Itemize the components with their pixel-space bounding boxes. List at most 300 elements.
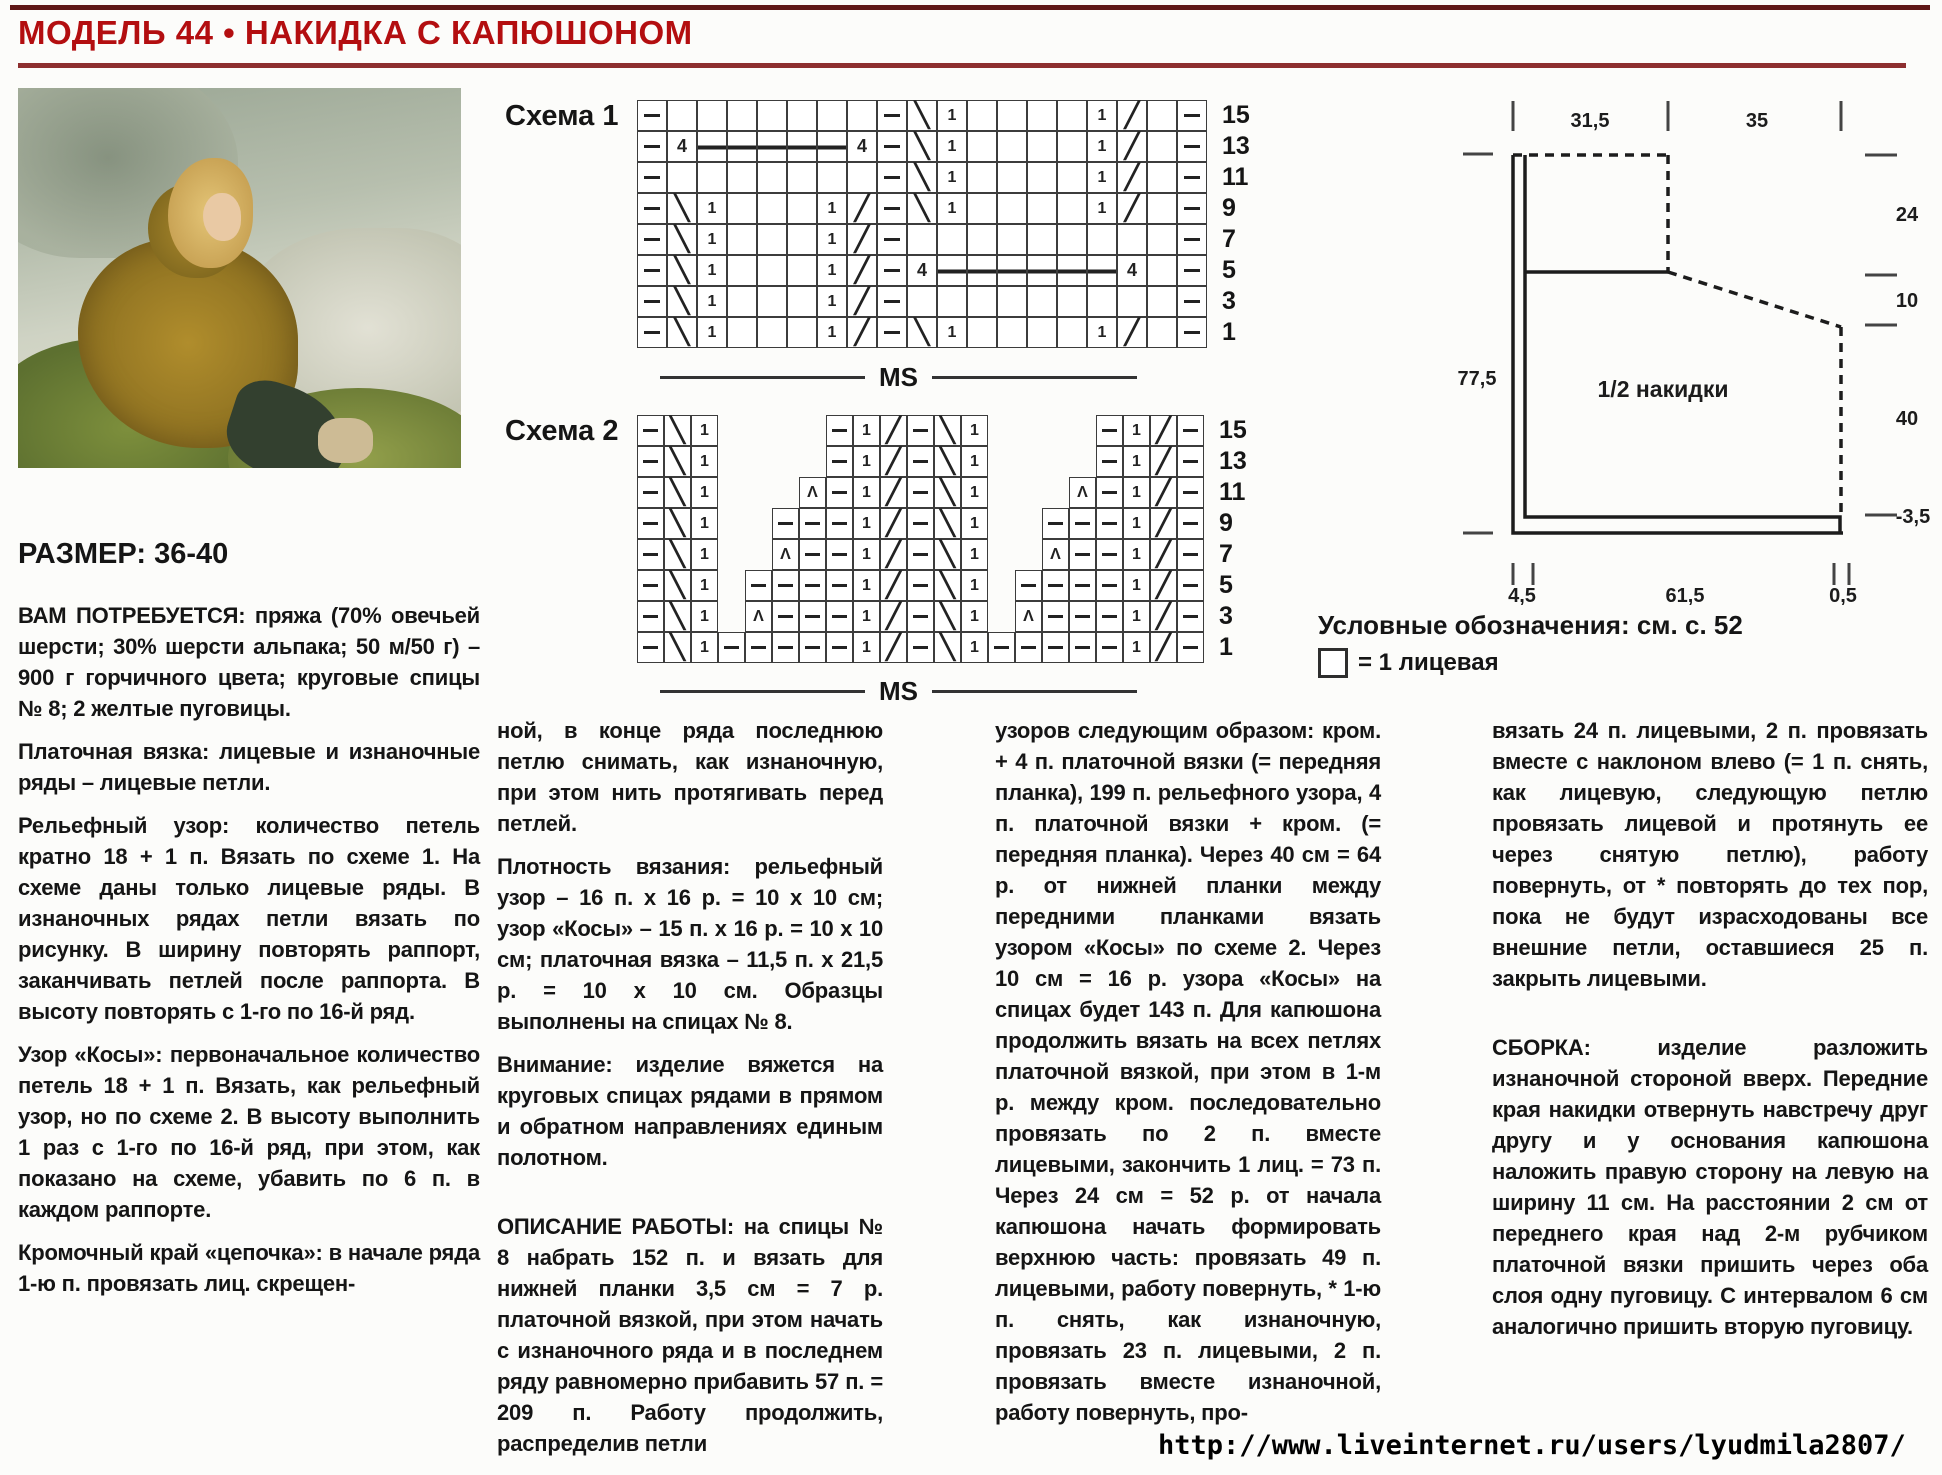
chart-cell [1042,508,1069,539]
chart-cell [799,601,826,632]
chart-cell [1087,224,1117,255]
chart-cell [1027,162,1057,193]
chart-cell [907,570,934,601]
chart-cell [1123,508,1150,539]
chart-cell [757,100,787,131]
chart-cell [664,601,691,632]
chart-cell [787,255,817,286]
piece-label: 1/2 накидки [1597,376,1729,402]
chart-cell [907,100,937,131]
schematic-outer-edge [1513,155,1843,533]
ms-line [660,690,865,693]
chart-cell [877,224,907,255]
chart-cell [637,162,667,193]
chart-cell [745,539,772,570]
chart-cell [691,446,718,477]
chart-cell [1015,601,1042,632]
chart-cell [961,446,988,477]
chart-cell [967,131,997,162]
chart-cell [907,286,937,317]
measure-24: 24 [1895,204,1919,226]
chart-cell [907,632,934,663]
page-title: МОДЕЛЬ 44 • НАКИДКА С КАПЮШОНОМ [18,14,693,51]
chart-cell [718,570,745,601]
chart-cell [718,508,745,539]
chart-row [637,131,1207,162]
measure-40: 40 [1895,408,1919,430]
paragraph-lead: Узор «Косы»: [18,1042,163,1067]
chart-cell [817,317,847,348]
measure-35: 35 [1745,110,1769,132]
chart-cell [907,415,934,446]
schema1-row-numbers [1222,100,1250,348]
chart-cell [1150,415,1177,446]
chart-cell [718,415,745,446]
chart-cell [967,193,997,224]
ms-line [932,376,1137,379]
paragraph: ОПИСАНИЕ РАБОТЫ: на спицы № 8 набрать 152 п. и вязать для нижней планки 3,5 см = 7 р. платочной вязкой, при этом начать с изнаночного ряда и в последнем ряду равномерно прибавить 57 п. = 209 п. Работу продолжить, распределив петли [497,1214,884,1456]
chart-cell [637,632,664,663]
chart-cell [934,570,961,601]
chart-row [637,601,1204,632]
chart-cell [799,446,826,477]
chart-cell [718,446,745,477]
chart-cell [934,632,961,663]
chart-cell [1150,570,1177,601]
chart-cell [697,193,727,224]
chart-cell [1057,224,1087,255]
chart-cell [1117,317,1147,348]
chart-cell [877,131,907,162]
chart-cell [1057,317,1087,348]
chart-cell [826,508,853,539]
chart-cell [934,446,961,477]
chart-cell [1177,224,1207,255]
chart-cell [727,193,757,224]
chart-cell [667,193,697,224]
chart-cell [745,508,772,539]
chart-cell [787,317,817,348]
chart-cell [1147,131,1177,162]
chart-cell [727,286,757,317]
chart-cell [697,286,727,317]
paragraph-lead: ВАМ ПОТРЕБУЕТСЯ: [18,603,246,628]
chart-cell [1069,632,1096,663]
chart-cell [877,255,907,286]
chart-cell [817,100,847,131]
chart-cell [817,255,847,286]
chart-cell [853,632,880,663]
chart-cell [1057,286,1087,317]
chart-cell [667,162,697,193]
chart-cell [937,286,967,317]
chart-cell [826,477,853,508]
chart-row-number: 3 [1222,287,1236,315]
chart-cell [1087,100,1117,131]
chart-cell [961,415,988,446]
chart-cell [997,224,1027,255]
chart-cell [853,415,880,446]
chart-cell [967,255,997,286]
chart-cell [697,317,727,348]
chart-row-number: 5 [1222,256,1236,284]
chart-cell [826,632,853,663]
schema1-grid [637,100,1207,348]
legend-title: Условные обозначения: см. с. 52 [1318,610,1743,640]
chart-cell [1015,539,1042,570]
chart-cell [997,317,1027,348]
paragraph: Узор «Косы»: первоначальное количество петель 18 + 1 п. Вязать, как рельефный узор, но по схеме 2. В высоту выполнить 1 раз с 1-го по 16-й ряд, при этом, как показано на схеме, убавить по 6 п. в каждом раппорте. [18,1042,480,1222]
chart-row [637,477,1204,508]
chart-cell [757,131,787,162]
paragraph: Рельефный узор: количество петель кратно 18 + 1 п. Вязать по схеме 1. На схеме даны только лицевые ряды. В изнаночных рядах петли вязать по рисунку. В ширину повторять раппорт, заканчивать петлей после раппорта. В высоту повторять с 1-го по 16-й ряд. [18,813,480,1024]
chart-cell [637,193,667,224]
chart-cell [772,415,799,446]
chart-cell [988,601,1015,632]
chart-cell [826,415,853,446]
chart-cell [988,477,1015,508]
chart-cell [961,601,988,632]
paragraph-lead: Внимание: [497,1052,613,1077]
chart-cell [1147,100,1177,131]
chart-cell [1150,632,1177,663]
chart-cell [997,255,1027,286]
chart-cell [967,224,997,255]
chart-cell [1027,224,1057,255]
chart-row-number: 9 [1219,509,1233,537]
chart-cell [667,100,697,131]
chart-cell [1057,100,1087,131]
chart-cell [937,162,967,193]
chart-cell [637,131,667,162]
schema2-grid [637,415,1204,663]
chart-cell [637,415,664,446]
text-column-3 [995,715,1381,1440]
chart-cell [934,601,961,632]
chart-cell [1177,539,1204,570]
chart-cell [1177,477,1204,508]
chart-cell [997,100,1027,131]
chart-cell [934,508,961,539]
chart-cell [1117,224,1147,255]
chart-cell [664,415,691,446]
chart-cell [967,100,997,131]
chart-cell [847,224,877,255]
chart-row [637,255,1207,286]
chart-cell [1057,131,1087,162]
chart-cell [937,131,967,162]
measure-minus-3-5: -3,5 [1895,506,1931,528]
chart-cell [1042,446,1069,477]
chart-cell [847,100,877,131]
chart-cell [1015,446,1042,477]
chart-row [637,632,1204,663]
schema1-label: Схема 1 [505,100,619,132]
chart-row [637,100,1207,131]
chart-cell [1177,508,1204,539]
chart-cell [817,193,847,224]
chart-cell [718,477,745,508]
chart-cell [667,224,697,255]
chart-cell [1087,193,1117,224]
chart-cell [1027,286,1057,317]
chart-row [637,446,1204,477]
chart-cell [787,100,817,131]
chart-cell [1069,508,1096,539]
chart-cell [1069,446,1096,477]
chart-cell [664,477,691,508]
chart-cell [997,131,1027,162]
chart-cell [1096,508,1123,539]
source-url-link[interactable]: http://www.liveinternet.ru/users/lyudmila2807/ [1158,1430,1906,1461]
chart-cell [853,508,880,539]
chart-cell [664,632,691,663]
paragraph-lead: СБОРКА: [1492,1035,1591,1060]
chart-cell [1042,539,1069,570]
chart-cell [799,632,826,663]
chart-cell [718,632,745,663]
chart-cell [877,193,907,224]
chart-cell [664,446,691,477]
chart-cell [745,477,772,508]
chart-cell [1069,570,1096,601]
chart-cell [1096,632,1123,663]
chart-cell [1123,415,1150,446]
chart-cell [637,539,664,570]
paragraph: СБОРКА: изделие разложить изнаночной стороной вверх. Передние края накидки отвернуть навстречу друг другу и у основания капюшона наложить правую сторону на левую на ширину 11 см. На расстоянии 2 см от переднего края над 2-м рубчиком платочной вязки пришить через оба слоя одну пуговицу. С интервалом 6 см аналогично пришить вторую пуговицу. [1492,1035,1928,1339]
paragraph: Платочная вязка: лицевые и изнаночные ряды – лицевые петли. [18,739,480,795]
chart-cell [847,193,877,224]
chart-cell [691,477,718,508]
schema2-ms-bracket [660,676,1137,707]
chart-cell [664,508,691,539]
chart-row-number: 7 [1219,540,1233,568]
chart-cell [1069,477,1096,508]
chart-cell [1042,415,1069,446]
text-column-1 [18,600,480,1311]
chart-cell [937,317,967,348]
chart-cell [1015,570,1042,601]
chart-row [637,224,1207,255]
chart-cell [1069,601,1096,632]
chart-cell [817,162,847,193]
chart-cell [697,162,727,193]
paragraph-lead: Плотность вязания: [497,854,731,879]
chart-cell [1123,539,1150,570]
chart-cell [718,601,745,632]
chart-cell [1027,100,1057,131]
chart-cell [718,539,745,570]
chart-cell [1147,224,1177,255]
chart-cell [1177,100,1207,131]
chart-cell [1117,100,1147,131]
chart-cell [1117,255,1147,286]
chart-row-number: 11 [1219,478,1246,506]
chart-cell [853,539,880,570]
chart-cell [1150,477,1177,508]
chart-row-number: 13 [1219,447,1247,475]
chart-cell [847,255,877,286]
chart-cell [880,446,907,477]
chart-cell [1069,539,1096,570]
chart-row-number: 9 [1222,194,1236,222]
chart-cell [961,539,988,570]
chart-row [637,286,1207,317]
chart-cell [1069,415,1096,446]
chart-cell [1057,255,1087,286]
paragraph: ВАМ ПОТРЕБУЕТСЯ: пряжа (70% овечьей шерсти; 30% шерсти альпака; 50 м/50 г) – 900 г горчичного цвета; круговые спицы № 8; 2 желтые пуговицы. [18,603,481,721]
chart-cell [907,539,934,570]
paragraph: узоров следующим образом: кром. + 4 п. платочной вязки (= передняя планка), 199 п. рельефного узора, 4 п. платочной вязки + кром. (= передняя планка). Через 40 см = 64 р. от нижней планки между передними планками вязать узором «Косы» по схеме 2. Через 10 см = 16 р. узора «Косы» на спицах будет 143 п. Для капюшона продолжить вязать на всех петлях платочной вязкой, при этом в 1-м р. между кром. последовательно провязать по 2 п. вместе лицевыми, закончить 1 лиц. = 73 п. Через 24 см = 52 р. от начала капюшона начать формировать верхнюю часть: провязать 49 п. лицевыми, работу повернуть, * 1-ю п. снять, как изнаночную, провязать 23 п. лицевыми, 2 п. провязать вместе изнаночной, работу повернуть, про- [995,718,1381,1425]
chart-cell [1150,446,1177,477]
knit-stitch-icon [1318,648,1348,678]
chart-cell [937,100,967,131]
chart-cell [997,193,1027,224]
chart-cell [637,601,664,632]
chart-row-number: 15 [1222,101,1250,129]
text-column-2 [497,715,883,1471]
chart-cell [667,317,697,348]
chart-cell [877,317,907,348]
chart-cell [1117,162,1147,193]
chart-cell [880,477,907,508]
chart-cell [1057,193,1087,224]
title-underline [18,63,1906,68]
chart-cell [907,162,937,193]
legend-item [1318,648,1499,678]
chart-cell [691,601,718,632]
chart-cell [934,477,961,508]
chart-cell [772,601,799,632]
chart-cell [826,570,853,601]
chart-cell [880,539,907,570]
chart-row [637,570,1204,601]
chart-cell [1027,255,1057,286]
chart-cell [1123,477,1150,508]
schematic-inner-edge [1525,155,1840,533]
chart-cell [787,131,817,162]
chart-cell [880,601,907,632]
chart-cell [877,100,907,131]
size-label: РАЗМЕР: 36-40 [18,538,229,570]
chart-cell [1123,601,1150,632]
chart-cell [697,100,727,131]
chart-cell [1027,317,1057,348]
schema2-label: Схема 2 [505,415,619,447]
chart-cell [1042,632,1069,663]
chart-cell [637,477,664,508]
chart-row [637,317,1207,348]
chart-cell [907,224,937,255]
chart-cell [1177,601,1204,632]
chart-cell [727,100,757,131]
chart-cell [907,131,937,162]
chart-cell [877,286,907,317]
chart-cell [961,570,988,601]
chart-row [637,193,1207,224]
chart-cell [1177,286,1207,317]
chart-cell [988,508,1015,539]
chart-row [637,415,1204,446]
photo-face [203,193,241,241]
paragraph: Кромочный край «цепочка»: в начале ряда 1-ю п. провязать лиц. скрещен- [18,1240,480,1296]
paragraph: ной, в конце ряда последнюю петлю снимать, как изнаночную, при этом нить протягивать перед петлей. [497,718,883,836]
measure-10: 10 [1895,290,1919,312]
chart-cell [745,632,772,663]
chart-cell [772,570,799,601]
chart-cell [667,255,697,286]
chart-row-number: 5 [1219,571,1233,599]
chart-cell [937,193,967,224]
chart-cell [1027,193,1057,224]
chart-cell [1042,601,1069,632]
chart-cell [637,570,664,601]
schema2-row-numbers [1219,415,1247,663]
chart-cell [637,100,667,131]
chart-cell [772,539,799,570]
chart-cell [1027,131,1057,162]
chart-cell [853,601,880,632]
chart-cell [1015,477,1042,508]
chart-cell [667,286,697,317]
chart-cell [799,570,826,601]
chart-cell [772,508,799,539]
top-rule [10,5,1930,10]
chart-cell [664,570,691,601]
chart-cell [1087,317,1117,348]
chart-cell [727,224,757,255]
chart-cell [772,446,799,477]
ms-line [932,690,1137,693]
chart-cell [727,255,757,286]
chart-cell [961,632,988,663]
chart-cell [1123,632,1150,663]
chart-cell [1147,317,1177,348]
measure-77-5: 77,5 [1457,368,1497,390]
chart-cell [817,224,847,255]
chart-cell [757,286,787,317]
chart-cell [799,477,826,508]
chart-cell [1177,317,1207,348]
chart-cell [772,632,799,663]
chart-cell [997,162,1027,193]
chart-cell [637,446,664,477]
chart-cell [691,508,718,539]
paragraph: Внимание: изделие вяжется на круговых спицах рядами в прямом и обратном направлениях единым полотном. [497,1052,883,1170]
text-column-4 [1492,715,1928,1354]
chart-row [637,539,1204,570]
chart-cell [1177,415,1204,446]
chart-cell [637,255,667,286]
chart-row [637,162,1207,193]
chart-cell [727,162,757,193]
chart-cell [1096,570,1123,601]
ms-line [660,376,865,379]
chart-cell [988,632,1015,663]
chart-cell [757,193,787,224]
chart-cell [745,601,772,632]
chart-cell [907,477,934,508]
chart-cell [667,131,697,162]
chart-cell [1096,415,1123,446]
chart-cell [727,317,757,348]
chart-cell [745,570,772,601]
chart-cell [1087,131,1117,162]
chart-cell [1147,162,1177,193]
measure-4-5: 4,5 [1508,585,1536,605]
chart-cell [772,477,799,508]
chart-cell [799,539,826,570]
